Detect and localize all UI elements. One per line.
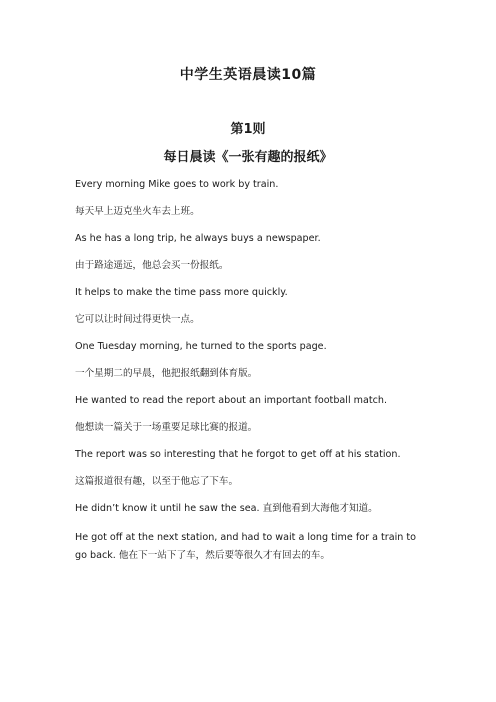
- reading-line-chinese: 每天早上迈克坐火车去上班。: [75, 206, 200, 217]
- section-subtitle: 每日晨读《一张有趣的报纸》: [163, 150, 333, 165]
- reading-line-chinese: 由于路途遥远，他总会买一份报纸。: [75, 260, 229, 271]
- reading-line-mixed: He didn’t know it until he saw the sea. 直到他看到大海他才知道。: [75, 503, 378, 514]
- document-title: 中学生英语晨读10篇: [179, 67, 317, 83]
- section-heading: 第1则: [230, 122, 266, 137]
- reading-line-chinese: 一个星期二的早晨，他把报纸翻到体育版。: [75, 368, 258, 379]
- reading-line-chinese: 它可以让时间过得更快一点。: [75, 314, 200, 325]
- reading-line-english: He wanted to read the report about an important football match.: [75, 395, 388, 406]
- reading-line-chinese: 他想读一篇关于一场重要足球比赛的报道。: [75, 422, 258, 433]
- reading-line-english: It helps to make the time pass more quickly.: [75, 287, 288, 298]
- reading-line-chinese: 这篇报道很有趣，以至于他忘了下车。: [75, 476, 239, 487]
- reading-line-mixed: He got off at the next station, and had to wait a long time for a train to go back. 他在下一站下了车，然后要等很久才有回去的车。: [75, 532, 417, 561]
- reading-line-english: Every morning Mike goes to work by train.: [75, 179, 279, 190]
- reading-line-english: One Tuesday morning, he turned to the sports page.: [75, 341, 327, 352]
- reading-line-english: The report was so interesting that he forgot to get off at his station.: [75, 449, 401, 460]
- reading-body: [75, 178, 425, 578]
- reading-line-english: As he has a long trip, he always buys a newspaper.: [75, 233, 321, 244]
